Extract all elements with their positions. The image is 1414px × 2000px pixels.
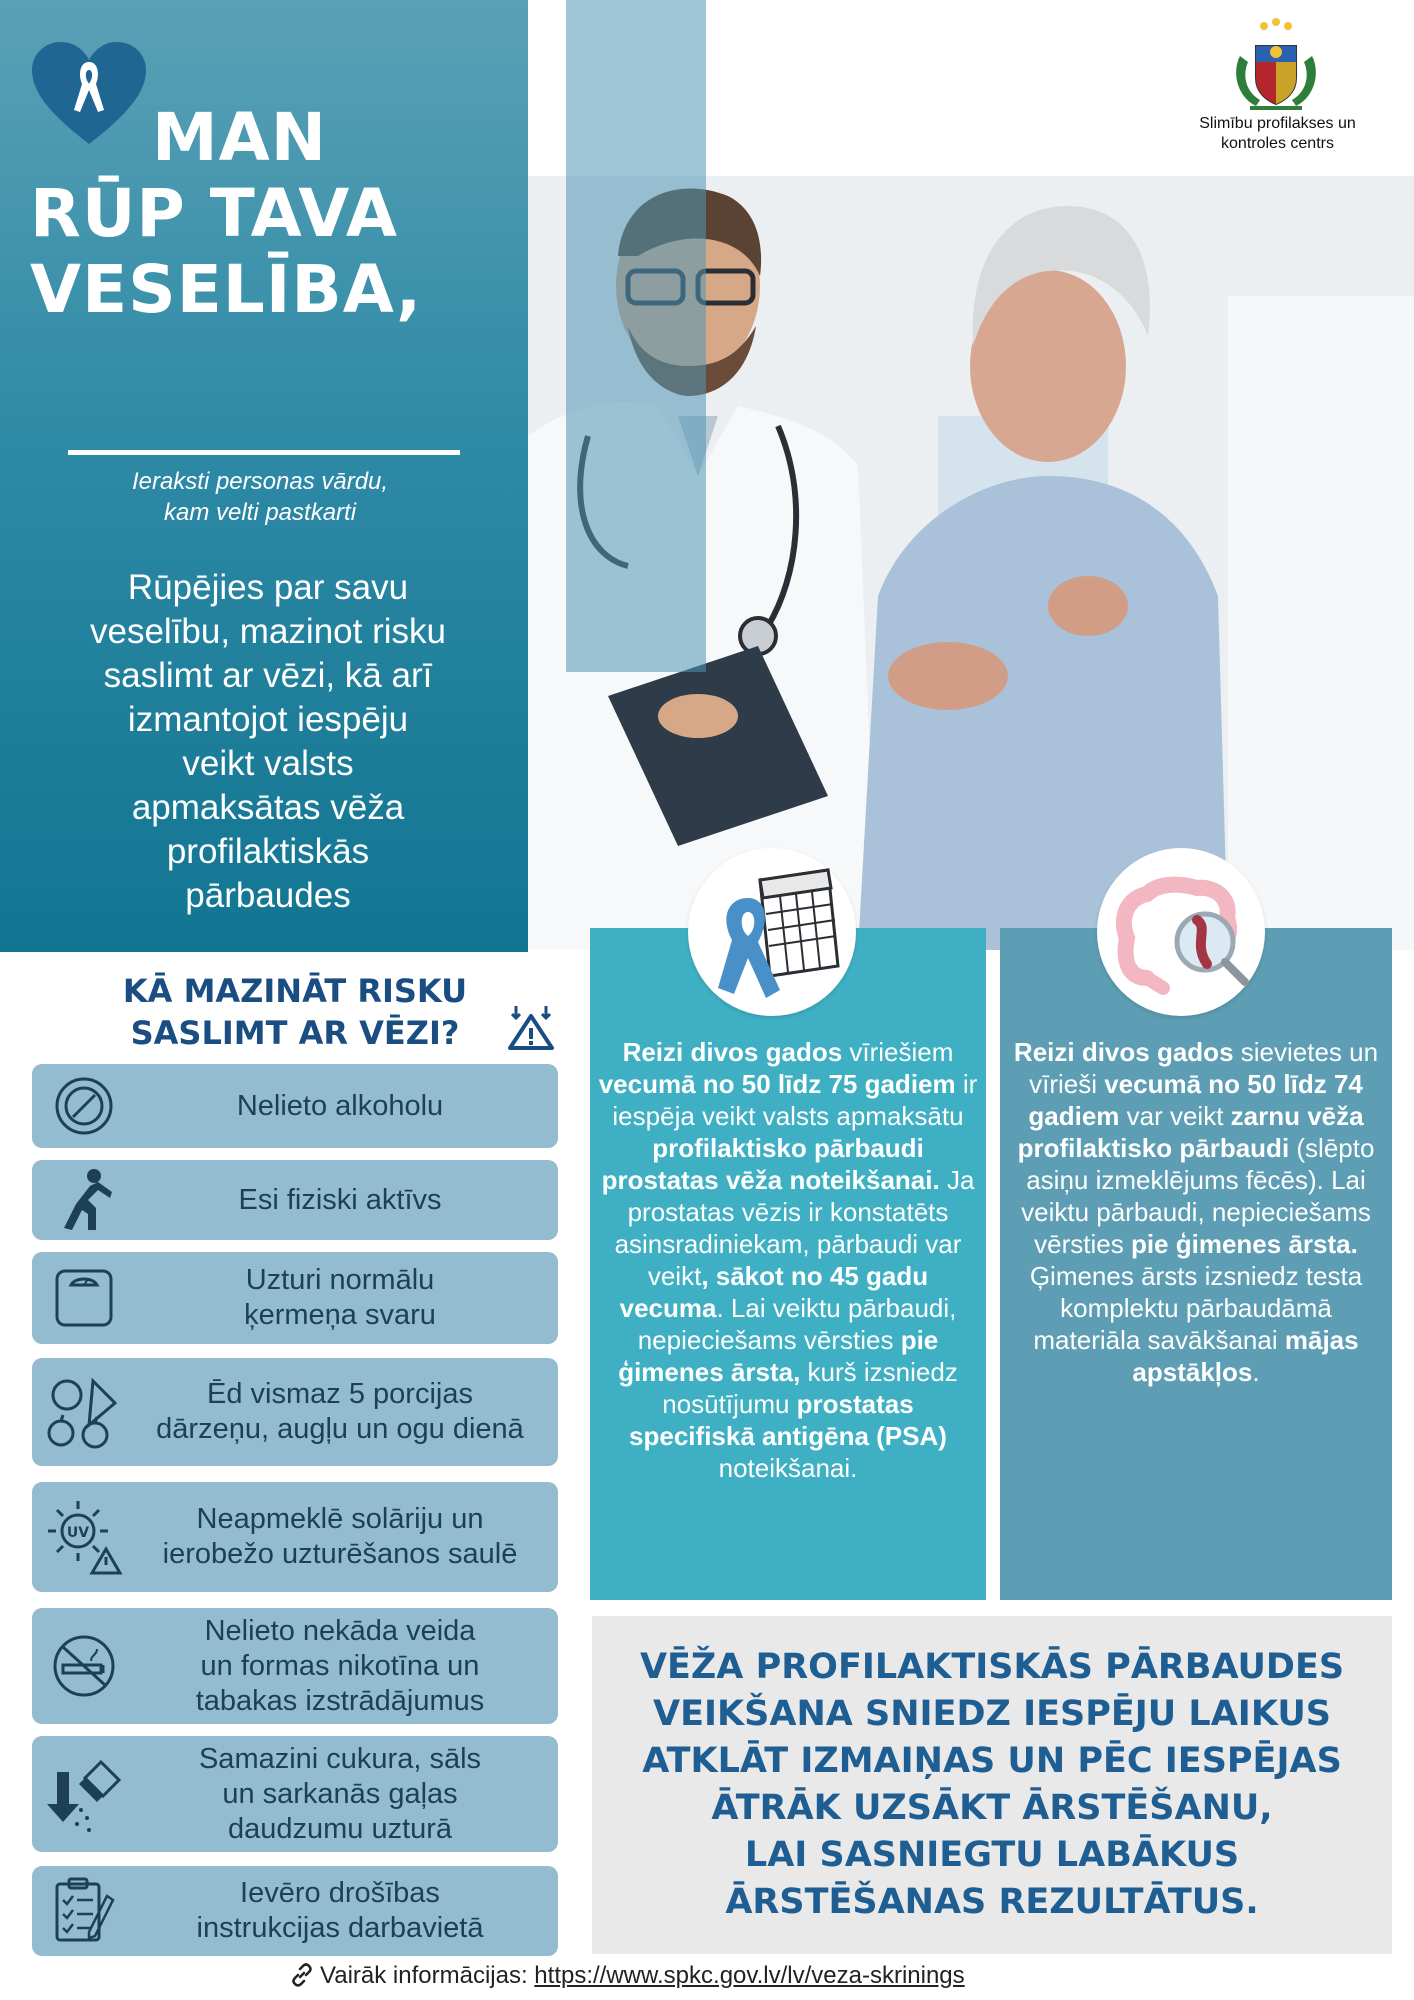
name-hint-line: Ieraksti personas vārdu, bbox=[131, 468, 389, 495]
body-text: Ģimenes ārsts izsniedz testa komplektu pārbaudāmā materiāla savākšanai bbox=[1029, 1261, 1363, 1355]
vegetables-icon bbox=[32, 1358, 136, 1466]
statement-line: ĀRSTĒŠANAS REZULTĀTUS. bbox=[725, 1882, 1259, 1922]
hero-title-line: RŪP TAVA bbox=[30, 175, 398, 252]
body-text: noteikšanai. bbox=[718, 1453, 858, 1483]
tip-item bbox=[32, 1160, 558, 1240]
hero-intro-text bbox=[40, 566, 496, 918]
checklist-icon bbox=[32, 1866, 136, 1956]
hero-title-line: MAN bbox=[152, 99, 327, 176]
tip-label-line: Neapmeklē solāriju un bbox=[196, 1503, 484, 1535]
tip-label-line: Ēd vismaz 5 porcijas bbox=[207, 1378, 473, 1410]
tip-label-line: Ievēro drošības bbox=[240, 1877, 440, 1909]
colon-screening-text bbox=[1008, 1036, 1384, 1388]
tips-heading bbox=[60, 970, 530, 1054]
tip-label bbox=[136, 1502, 558, 1572]
hero-panel bbox=[0, 0, 528, 952]
statement-line: LAI SASNIEGTU LABĀKUS bbox=[744, 1835, 1240, 1875]
tips-heading-line: SASLIMT AR VĒZI? bbox=[130, 1014, 460, 1052]
tip-label-line: Samazini cukura, sāls bbox=[198, 1742, 482, 1775]
hero-title-line: VESELĪBA, bbox=[30, 251, 423, 328]
uv-sun-icon bbox=[32, 1482, 136, 1592]
emphasis-text: Reizi divos gados bbox=[1013, 1037, 1234, 1067]
colon-icon-circle bbox=[1097, 848, 1265, 1016]
tip-label-line: tabakas izstrādājumus bbox=[195, 1684, 485, 1717]
tip-item bbox=[32, 1064, 558, 1148]
tip-label bbox=[136, 1876, 558, 1946]
name-hint bbox=[40, 466, 480, 528]
tip-label bbox=[136, 1183, 558, 1218]
svg-text:UV: UV bbox=[66, 1525, 90, 1541]
name-write-line[interactable] bbox=[68, 450, 460, 455]
emphasis-text: vecumā no 50 līdz 75 gadiem bbox=[598, 1069, 956, 1099]
exercise-icon bbox=[32, 1160, 136, 1240]
body-text: (slēpto asiņu izmeklējums fēcēs). Lai veiktu pārbaudi, nepieciešams vērsties bbox=[1021, 1133, 1375, 1259]
warning-arrows-icon bbox=[504, 1006, 558, 1050]
link-icon bbox=[290, 1963, 314, 1987]
latvia-coat-of-arms-icon bbox=[1230, 16, 1322, 112]
more-info-link[interactable]: https://www.spkc.gov.lv/lv/veza-skrinings bbox=[534, 1962, 965, 1989]
scale-icon bbox=[32, 1252, 136, 1344]
no-smoking-icon bbox=[32, 1608, 136, 1724]
tip-label-line: ķermeņa svaru bbox=[244, 1299, 436, 1331]
tip-label-line: un formas nikotīna un bbox=[200, 1649, 480, 1682]
ribbon-calendar-icon bbox=[688, 848, 856, 1016]
tip-item bbox=[32, 1866, 558, 1956]
tip-label-line: dārzeņu, augļu un ogu dienā bbox=[156, 1413, 524, 1445]
tip-label bbox=[136, 1089, 558, 1124]
tip-label-line: un sarkanās gaļas bbox=[222, 1777, 458, 1810]
tip-label-line: Esi fiziski aktīvs bbox=[238, 1183, 442, 1216]
tip-item bbox=[32, 1608, 558, 1724]
emphasis-text: mājas apstākļos bbox=[1132, 1325, 1359, 1387]
decorative-blue-strip bbox=[566, 0, 706, 672]
prostate-screening-text bbox=[598, 1036, 978, 1484]
statement-line: ATKLĀT IZMAIŅAS UN PĒC IESPĒJAS bbox=[642, 1741, 1342, 1781]
colon-screening-box bbox=[1000, 928, 1392, 1600]
tip-label-line: ierobežo uzturēšanos saulē bbox=[162, 1538, 518, 1570]
emphasis-text: vecumā no 50 līdz 74 gadiem bbox=[1028, 1069, 1363, 1131]
emphasis-text: , sākot no 45 gadu vecuma bbox=[619, 1261, 929, 1323]
intro-line: veikt valsts bbox=[182, 744, 354, 783]
emphasis-text: pie ģimenes ārsta, bbox=[618, 1325, 939, 1387]
body-text: . Lai veiktu pārbaudi, nepieciešams vērsties bbox=[637, 1293, 957, 1355]
tip-label-line: instrukcijas darbavietā bbox=[196, 1912, 484, 1944]
tip-item bbox=[32, 1482, 558, 1592]
statement-line: ĀTRĀK UZSĀKT ĀRSTĒŠANU, bbox=[711, 1788, 1273, 1828]
tip-label-line: daudzumu uzturā bbox=[227, 1812, 453, 1845]
statement-box bbox=[592, 1616, 1392, 1954]
statement-line: VĒŽA PROFILAKTISKĀS PĀRBAUDES bbox=[639, 1647, 1345, 1687]
name-hint-line: kam velti pastkarti bbox=[163, 499, 357, 526]
emphasis-text: prostatas specifiskā antigēna (PSA) bbox=[629, 1389, 947, 1451]
body-text: sievietes un vīrieši bbox=[1029, 1037, 1379, 1099]
body-text: var veikt bbox=[1119, 1101, 1231, 1131]
emphasis-text: Reizi divos gados bbox=[622, 1037, 843, 1067]
intro-line: veselību, mazinot risku bbox=[90, 612, 446, 651]
tip-label bbox=[136, 1614, 558, 1719]
emphasis-text: zarnu vēža profilaktisko pārbaudi bbox=[1017, 1101, 1364, 1163]
body-text: . bbox=[1252, 1357, 1260, 1387]
footer-info bbox=[290, 1962, 965, 1990]
body-text: vīriešiem bbox=[842, 1037, 954, 1067]
tip-item bbox=[32, 1252, 558, 1344]
statement-text bbox=[602, 1644, 1382, 1926]
tip-label-line: Nelieto nekāda veida bbox=[204, 1614, 476, 1647]
emphasis-text: pie ģimenes ārsta. bbox=[1130, 1229, 1358, 1259]
footer-label: Vairāk informācijas: bbox=[320, 1962, 528, 1989]
body-text: kurš izsniedz nosūtījumu bbox=[662, 1357, 958, 1419]
logo-text-line: kontroles centrs bbox=[1221, 135, 1334, 152]
hero-title bbox=[30, 100, 510, 328]
tip-label bbox=[136, 1377, 558, 1447]
intro-line: izmantojot iespēju bbox=[127, 700, 409, 739]
prostate-icon-circle bbox=[688, 848, 856, 1016]
intro-line: Rūpējies par savu bbox=[127, 568, 409, 607]
tip-label bbox=[136, 1742, 558, 1847]
intro-line: pārbaudes bbox=[185, 876, 351, 915]
tip-label bbox=[136, 1263, 558, 1333]
tips-heading-line: KĀ MAZINĀT RISKU bbox=[122, 972, 468, 1010]
emphasis-text: profilaktisko pārbaudi prostatas vēža noteikšanai. bbox=[601, 1133, 940, 1195]
tip-item bbox=[32, 1736, 558, 1852]
tip-label-line: Nelieto alkoholu bbox=[236, 1089, 444, 1122]
intro-line: apmaksātas vēža bbox=[131, 788, 405, 827]
intro-line: saslimt ar vēzi, kā arī bbox=[103, 656, 433, 695]
body-text: Ja prostatas vēzis ir konstatēts asinsradiniekam, pārbaudi var veikt bbox=[614, 1165, 975, 1291]
colon-magnifier-icon bbox=[1097, 848, 1265, 1016]
logo-text-line: Slimību profilakses un bbox=[1199, 115, 1356, 132]
salt-shaker-icon bbox=[32, 1736, 136, 1852]
body-text: ir iespēja veikt valsts apmaksātu bbox=[612, 1069, 978, 1131]
no-alcohol-icon bbox=[32, 1064, 136, 1148]
prostate-screening-box bbox=[590, 928, 986, 1600]
intro-line: profilaktiskās bbox=[166, 832, 370, 871]
tip-item bbox=[32, 1358, 558, 1466]
statement-line: VEIKŠANA SNIEDZ IESPĒJU LAIKUS bbox=[653, 1694, 1331, 1734]
logo-text bbox=[1175, 114, 1380, 154]
tip-label-line: Uzturi normālu bbox=[245, 1264, 435, 1296]
